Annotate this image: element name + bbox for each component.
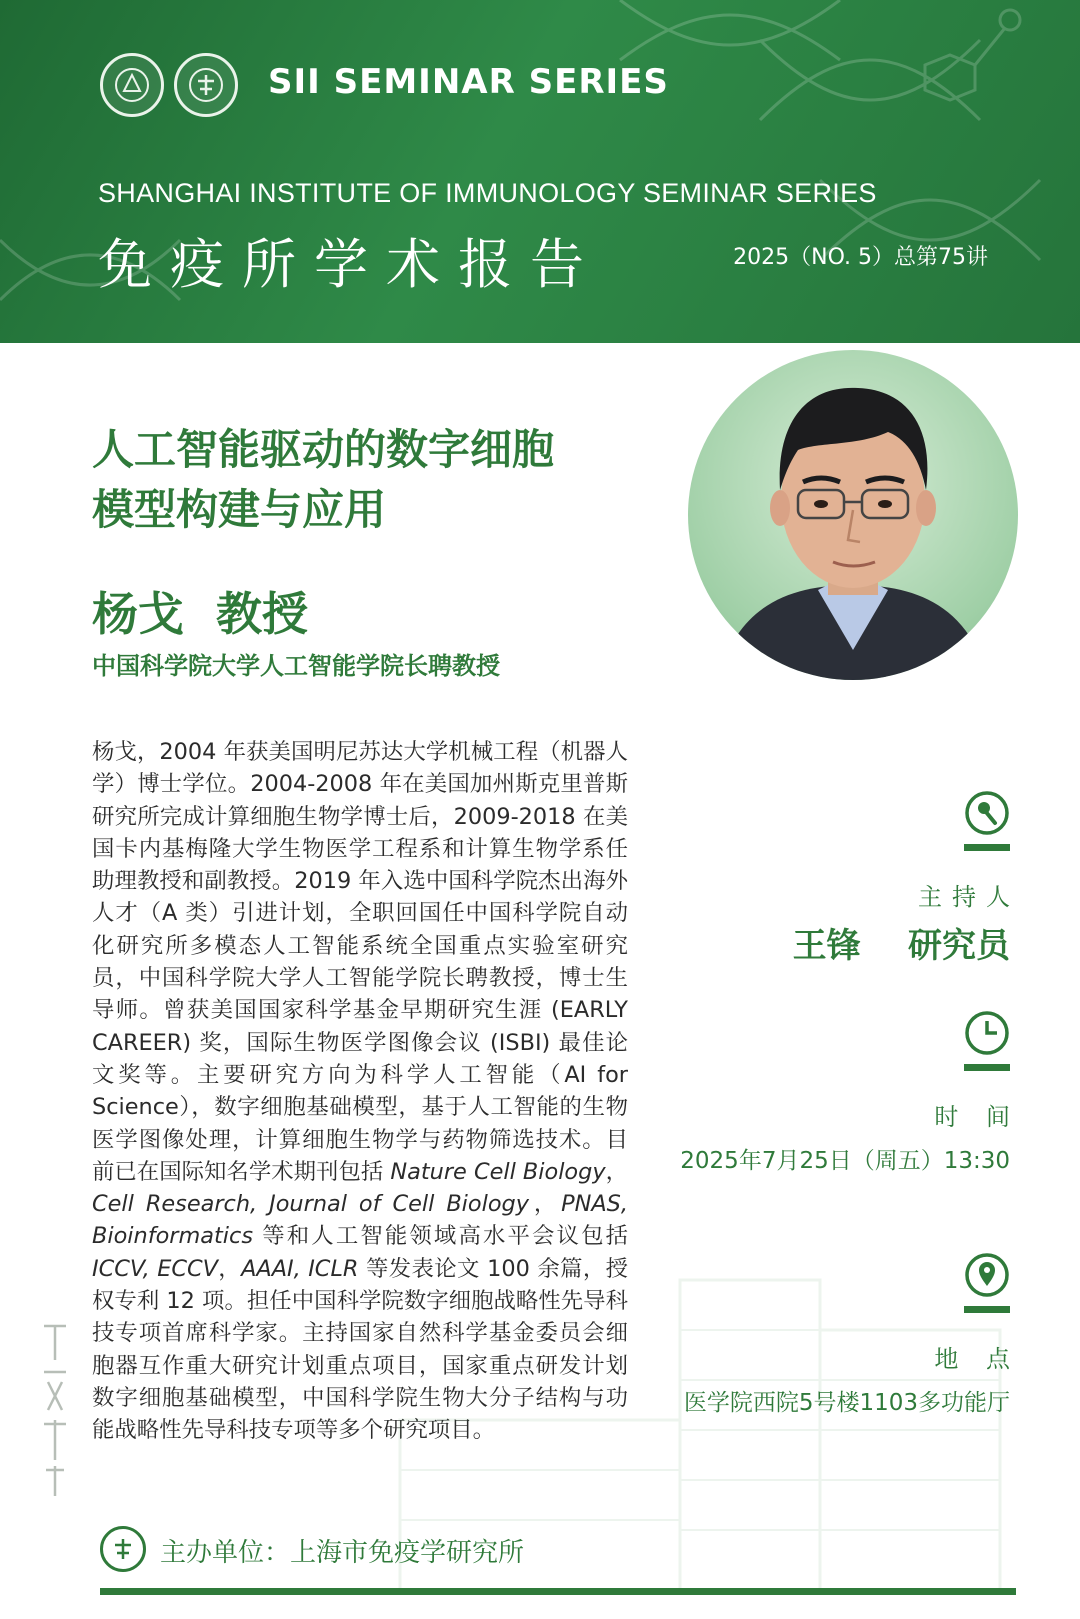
organizer-text: 主办单位：上海市免疫学研究所 [160, 1538, 525, 1568]
host-label: 主持人 [918, 883, 1020, 911]
bio-separator-1: ， [605, 1158, 628, 1185]
talk-title [92, 420, 652, 540]
host-value: 王锋 研究员 [792, 926, 1010, 966]
bio-separator-3: 等和人工智能领域高水平会议包括 [253, 1223, 628, 1250]
chinese-title: 免疫所学术报告 [98, 233, 602, 296]
conference-iccv-eccv: ICCV, ECCV [92, 1255, 218, 1282]
talk-title-line-1: 人工智能驱动的数字细胞 [92, 425, 555, 474]
microphone-icon [964, 790, 1010, 840]
bio-text-part-1: 杨戈，2004 年获美国明尼苏达大学机械工程（机器人学）博士学位。2004-2008 年在美国加州斯克里普斯研究所完成计算细胞生物学博士后，2009-2018 在美国卡内基梅隆大学生物医学工程系和计算生物学系任助理教授和副教授。2019 年入选中国科学院杰出海外人才（A 类）引进计划，全职回国任中国科学院自动化研究所多模态人工智能系统全国重点实验室研究员，中国科学院大学人工智能学院长聘教授，博士生导师。曾获美国国家科学基金早期研究生涯 (EARLY CAREER) 奖，国际生物医学图像会议 (ISBI) 最佳论文奖等。主要研究方向为科学人工智能（AI for Science），数字细胞基础模型，基于人工智能的生物医学图像处理，计算细胞生物学与药物筛选技术。目前已在国际知名学术期刊包括 [92, 739, 628, 1185]
header-banner [0, 0, 1080, 343]
speaker-photo-illustration [688, 350, 1018, 680]
conference-aaai-iclr: AAAI, ICLR [241, 1255, 359, 1282]
speaker-name: 杨戈 教授 [92, 587, 309, 641]
speaker-portrait [688, 350, 1018, 680]
bio-text-part-2: 等发表论文 100 余篇，授权专利 12 项。担任中国科学院数字细胞战略性先导科技专项首席科学家。主持国家自然科学基金委员会细胞器互作重大研究计划重点项目，国家重点研发计划数字细胞基础模型，中国科学院生物大分子结构与功能战略性先导科技专项等多个研究项目。 [92, 1255, 629, 1444]
time-block [650, 1010, 1020, 1175]
organizer-logo [100, 1526, 146, 1572]
institution-logos [100, 53, 238, 117]
talk-title-line-2: 模型构建与应用 [92, 485, 387, 534]
journal-nature-cell-biology: Nature Cell Biology [390, 1158, 606, 1185]
place-value: 医学院西院5号楼1103多功能厅 [683, 1390, 1010, 1416]
journal-pnas-bioinformatics: PNAS, Bioinformatics [92, 1191, 628, 1250]
clock-icon [964, 1010, 1010, 1060]
time-value: 2025年7月25日（周五）13:30 [680, 1148, 1010, 1174]
host-block [650, 790, 1020, 967]
time-divider [964, 1064, 1010, 1071]
institute-seal-logo [174, 53, 238, 117]
footer-divider [100, 1588, 1016, 1595]
journal-cell-research-jcb: Cell Research, Journal of Cell Biology [92, 1191, 529, 1218]
speaker-affiliation: 中国科学院大学人工智能学院长聘教授 [92, 652, 500, 680]
institute-subtitle: SHANGHAI INSTITUTE OF IMMUNOLOGY SEMINAR SERIES [98, 178, 877, 208]
series-title: SII SEMINAR SERIES [268, 62, 669, 102]
bio-separator-4: ， [217, 1255, 242, 1282]
host-divider [964, 844, 1010, 851]
time-label: 时 间 [934, 1103, 1020, 1131]
bio-separator-2: ， [528, 1191, 562, 1218]
university-seal-logo [100, 53, 164, 117]
university-calligraphy-watermark [38, 1320, 72, 1511]
place-label: 地 点 [934, 1345, 1020, 1373]
issue-number: 2025（NO. 5）总第75讲 [733, 245, 988, 270]
